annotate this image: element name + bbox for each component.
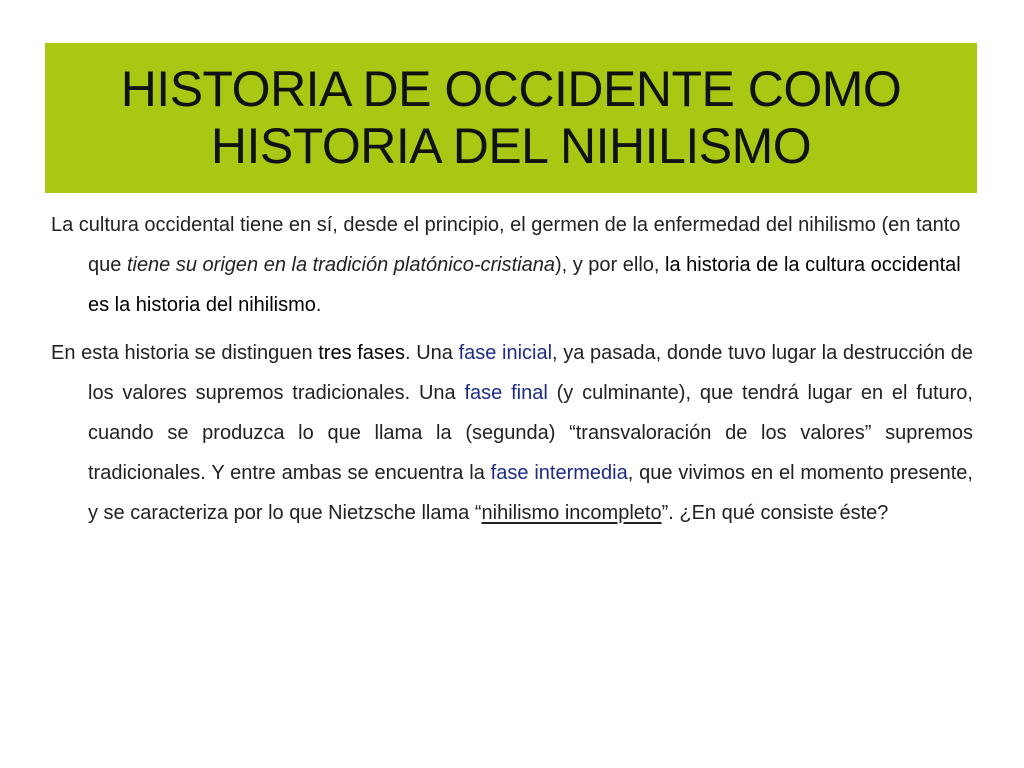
title-line-1: HISTORIA DE OCCIDENTE COMO xyxy=(120,61,902,117)
phase-initial-label: fase inicial xyxy=(458,342,553,364)
paragraph-1-text-b: ), y por ello, xyxy=(554,254,666,276)
phase-intermediate-label: fase intermedia xyxy=(490,462,628,484)
phase-final-label: fase final xyxy=(464,382,548,404)
paragraph-1-italic: tiene su origen en la tradición platónico-cristiana xyxy=(126,254,555,276)
paragraph-2-text-d: (y culminante), que tendrá lugar en el futuro, cuando se produzca lo que llama la (segunda) “transvaloración de los valores” supremos tradicionales. Y entre ambas se encuentra la xyxy=(88,382,973,484)
paragraph-1-text-c: . xyxy=(315,294,322,316)
paragraph-2 xyxy=(51,333,973,533)
paragraph-2-text-f: ”. ¿En qué consiste éste? xyxy=(661,502,889,524)
slide-body xyxy=(51,205,973,541)
paragraph-1-key-statement: la historia de la cultura occidental es la historia del nihilismo xyxy=(88,254,961,316)
title-banner xyxy=(45,43,977,193)
paragraph-2-text-a: En esta historia se distinguen xyxy=(51,342,319,364)
paragraph-2-text-b: . Una xyxy=(405,342,459,364)
slide-title xyxy=(121,61,902,175)
paragraph-1 xyxy=(51,205,973,325)
paragraph-2-three-phases: tres fases xyxy=(318,342,406,364)
paragraph-1-text-a: La cultura occidental tiene en sí, desde el principio, el germen de la enfermedad del nihilismo (en tanto que xyxy=(51,214,961,276)
title-line-2: HISTORIA DEL NIHILISMO xyxy=(210,118,812,174)
paragraph-2-text-c: , ya pasada, donde tuvo lugar la destrucción de los valores supremos tradicionales. Una xyxy=(88,342,973,404)
incomplete-nihilism-term: nihilismo incompleto xyxy=(481,502,662,524)
paragraph-2-text-e: , que vivimos en el momento presente, y se caracteriza por lo que Nietzsche llama “ xyxy=(88,462,973,524)
